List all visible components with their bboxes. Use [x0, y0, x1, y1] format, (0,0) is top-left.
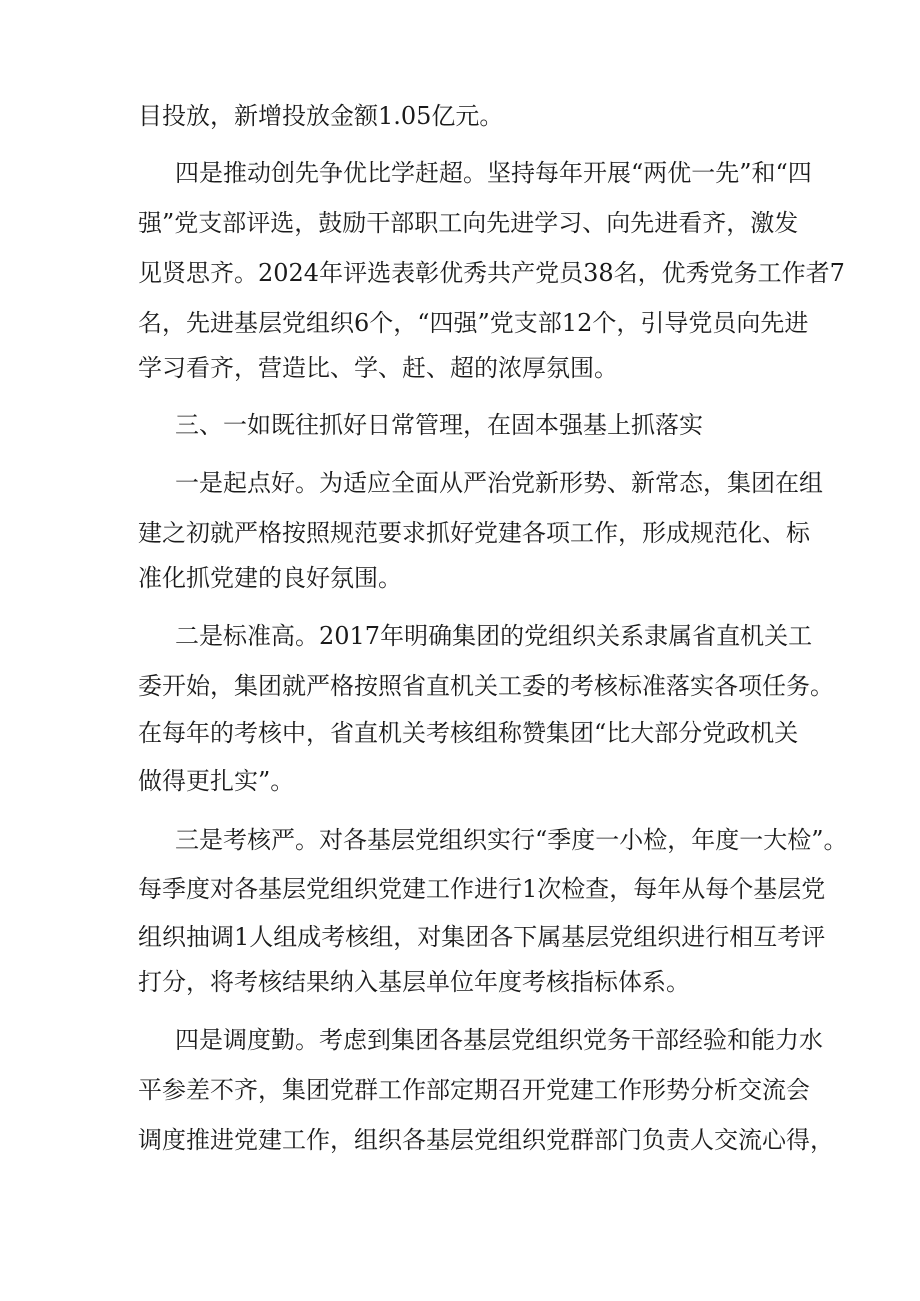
text-line: 三是考核严。对各基层党组织实行“季度一小检，年度一大检”。 — [175, 826, 848, 854]
text-line: 四是推动创先争优比学赶超。坚持每年开展“两优一先”和“四 — [175, 159, 812, 187]
text-line: 每季度对各基层党组织党建工作进行1次检查，每年从每个基层党 — [138, 875, 826, 903]
text-line: 四是调度勤。考虑到集团各基层党组织党务干部经验和能力水 — [175, 1026, 823, 1054]
text-line: 委开始，集团就严格按照省直机关工委的考核标准落实各项任务。 — [138, 672, 834, 700]
text-line: 二是标准高。2017年明确集团的党组织关系隶属省直机关工 — [175, 622, 813, 650]
text-line: 做得更扎实”。 — [138, 767, 295, 795]
text-line: 打分，将考核结果纳入基层单位年度考核指标体系。 — [138, 968, 690, 996]
section-heading: 三、一如既往抓好日常管理，在固本强基上抓落实 — [175, 411, 703, 439]
text-line: 强”党支部评选，鼓励干部职工向先进学习、向先进看齐，激发 — [138, 209, 799, 237]
text-line: 学习看齐，营造比、学、赶、超的浓厚氛围。 — [138, 354, 618, 382]
text-line: 调度推进党建工作，组织各基层党组织党群部门负责人交流心得， — [138, 1126, 834, 1154]
text-line: 在每年的考核中，省直机关考核组称赞集团“比大部分党政机关 — [138, 719, 799, 747]
text-line: 名，先进基层党组织6个，“四强”党支部12个，引导党员向先进 — [138, 309, 809, 337]
text-line: 见贤思齐。2024年评选表彰优秀共产党员38名，优秀党务工作者7 — [138, 259, 845, 287]
text-line: 准化抓党建的良好氛围。 — [138, 564, 402, 592]
text-line: 组织抽调1人组成考核组，对集团各下属基层党组织进行相互考评 — [138, 923, 826, 951]
text-line: 目投放，新增投放金额1.05亿元。 — [138, 102, 504, 130]
text-line: 一是起点好。为适应全面从严治党新形势、新常态，集团在组 — [175, 469, 823, 497]
text-line: 平参差不齐，集团党群工作部定期召开党建工作形势分析交流会 — [138, 1076, 810, 1104]
text-line: 建之初就严格按照规范要求抓好党建各项工作，形成规范化、标 — [138, 519, 810, 547]
